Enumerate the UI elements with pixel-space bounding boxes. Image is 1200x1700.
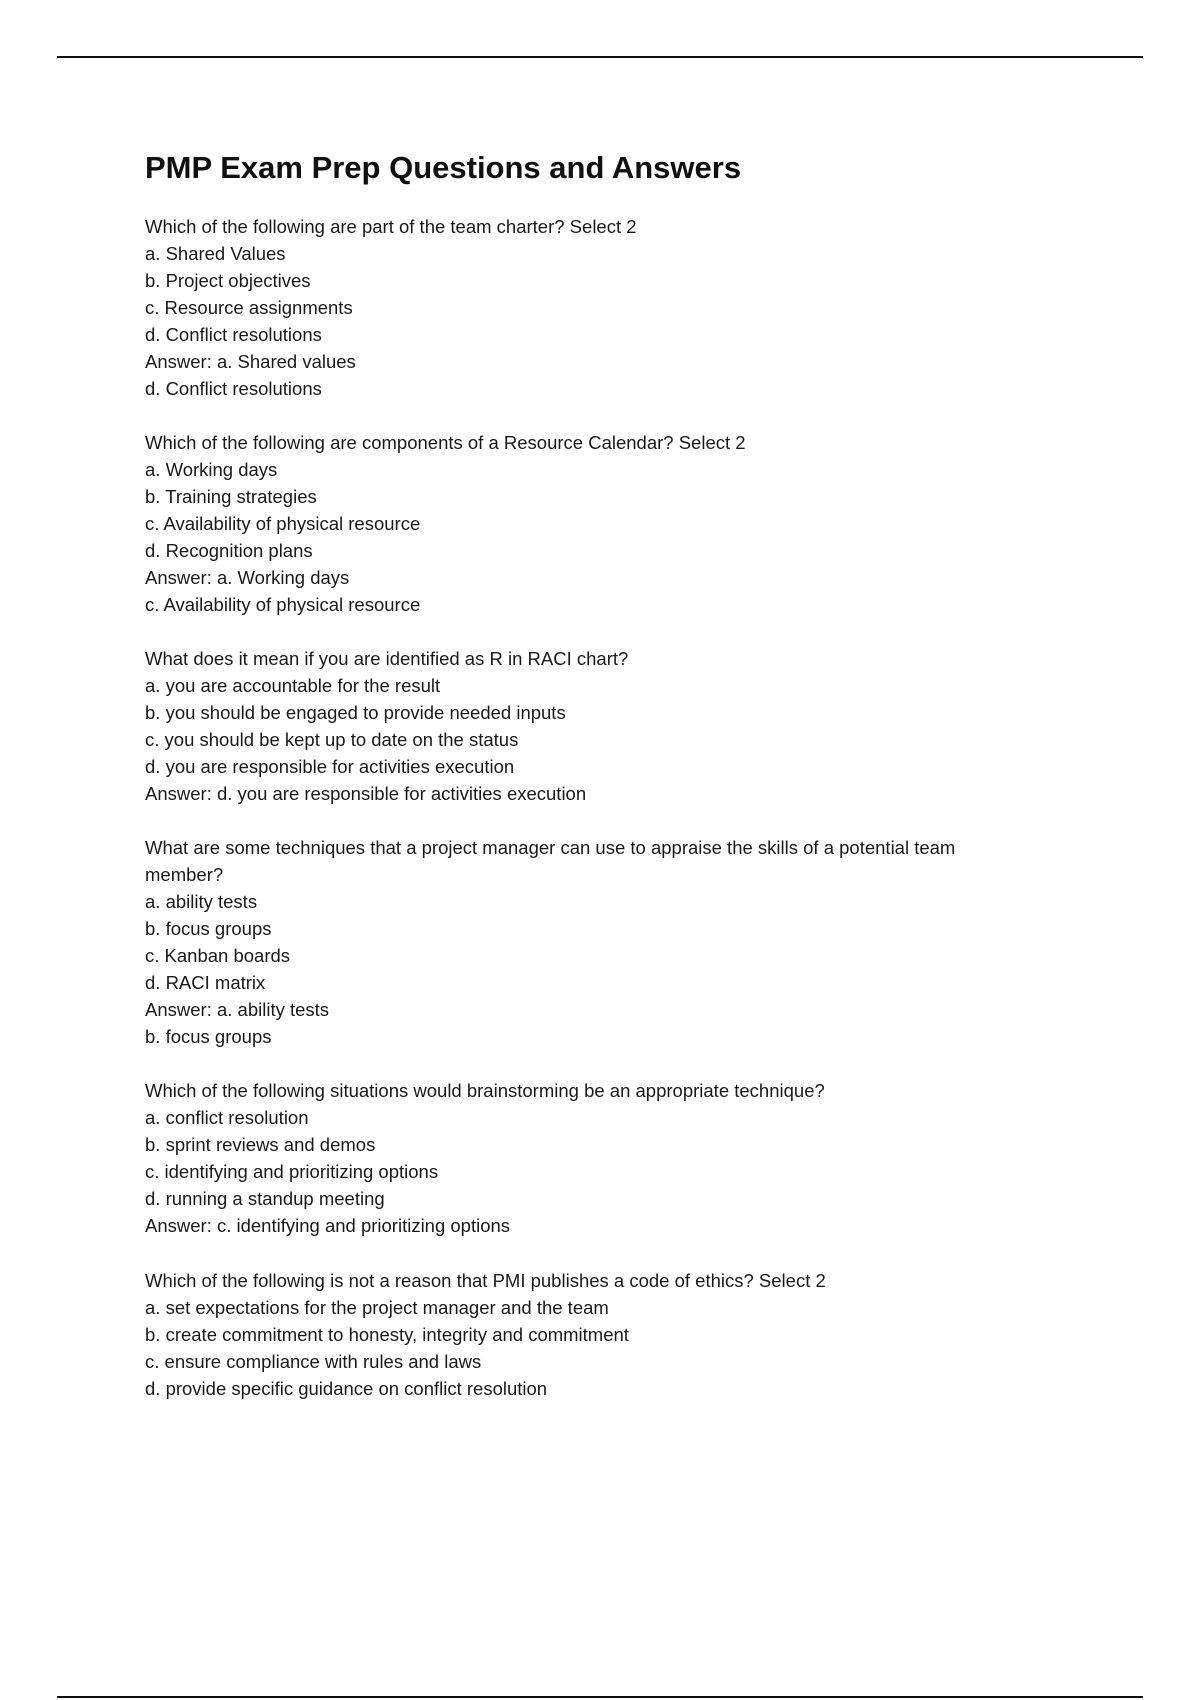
answer-option: b. Training strategies (145, 486, 317, 507)
question-text: Which of the following are part of the team charter? Select 2 (145, 216, 637, 237)
answer-text: d. Conflict resolutions (145, 378, 322, 399)
answer-option: a. Working days (145, 459, 278, 480)
answer-text: Answer: a. Shared values (145, 351, 356, 372)
question-text: Which of the following situations would brainstorming be an appropriate technique? (145, 1080, 825, 1101)
answer-option: a. Shared Values (145, 243, 286, 264)
question-block (145, 1267, 1045, 1402)
question-text: What does it mean if you are identified as R in RACI chart? (145, 648, 629, 669)
answer-text: b. focus groups (145, 1026, 272, 1047)
answer-option: c. identifying and prioritizing options (145, 1161, 439, 1182)
answer-option: b. you should be engaged to provide needed inputs (145, 702, 566, 723)
answer-option: c. Resource assignments (145, 297, 353, 318)
question-text: member? (145, 864, 224, 885)
answer-option: d. provide specific guidance on conflict resolution (145, 1378, 548, 1399)
question-text: What are some techniques that a project manager can use to appraise the skills of a potential team (145, 837, 956, 858)
question-block (145, 1077, 1045, 1239)
header-rule (57, 56, 1143, 58)
question-block (145, 429, 1045, 618)
answer-option: c. Kanban boards (145, 945, 291, 966)
answer-option: d. running a standup meeting (145, 1188, 385, 1209)
answer-option: d. RACI matrix (145, 972, 266, 993)
answer-text: c. Availability of physical resource (145, 594, 421, 615)
question-text: Which of the following is not a reason that PMI publishes a code of ethics? Select 2 (145, 1270, 826, 1291)
answer-option: d. Conflict resolutions (145, 324, 322, 345)
answer-text: Answer: d. you are responsible for activities execution (145, 783, 587, 804)
answer-option: a. set expectations for the project manager and the team (145, 1297, 609, 1318)
answer-option: a. conflict resolution (145, 1107, 309, 1128)
answer-option: a. you are accountable for the result (145, 675, 441, 696)
document-body (145, 146, 1045, 1429)
answer-text: Answer: a. ability tests (145, 999, 330, 1020)
answer-option: d. you are responsible for activities execution (145, 756, 515, 777)
answer-option: d. Recognition plans (145, 540, 313, 561)
answer-option: c. ensure compliance with rules and laws (145, 1351, 482, 1372)
question-list (145, 213, 1045, 1402)
answer-option: b. create commitment to honesty, integrity and commitment (145, 1324, 629, 1345)
answer-option: c. Availability of physical resource (145, 513, 421, 534)
answer-option: b. Project objectives (145, 270, 311, 291)
answer-option: b. focus groups (145, 918, 272, 939)
question-block (145, 645, 1045, 807)
question-text: Which of the following are components of a Resource Calendar? Select 2 (145, 432, 746, 453)
document-title: PMP Exam Prep Questions and Answers (145, 150, 742, 185)
answer-option: c. you should be kept up to date on the status (145, 729, 519, 750)
footer-rule (57, 1696, 1143, 1698)
answer-text: Answer: a. Working days (145, 567, 350, 588)
answer-text: Answer: c. identifying and prioritizing options (145, 1215, 511, 1236)
answer-option: a. ability tests (145, 891, 258, 912)
question-block (145, 213, 1045, 402)
question-block (145, 834, 1045, 1050)
answer-option: b. sprint reviews and demos (145, 1134, 376, 1155)
